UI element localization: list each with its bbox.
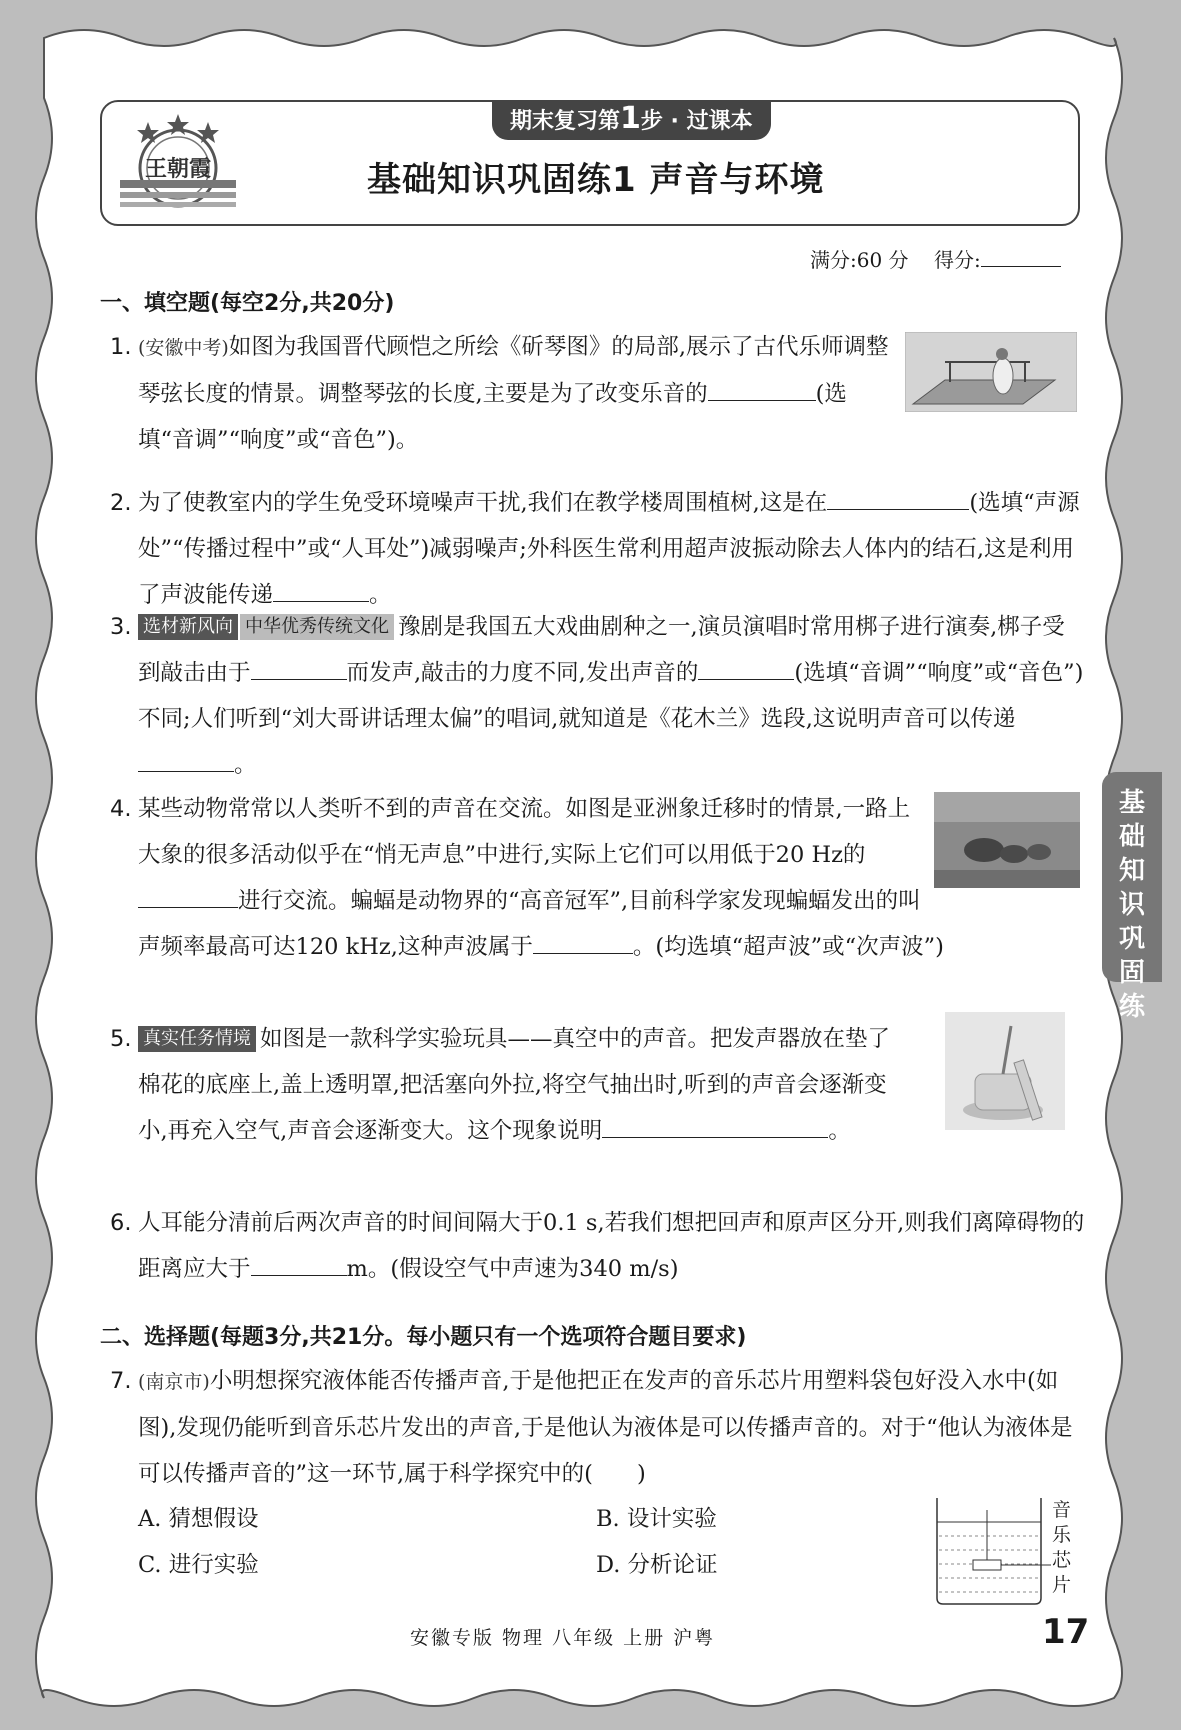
score-label: 得分: (933, 248, 981, 272)
option-b[interactable]: B. 设计实验 (596, 1506, 717, 1532)
answer-blank[interactable] (138, 747, 234, 772)
score-blank[interactable] (981, 245, 1061, 267)
answer-blank[interactable] (708, 376, 816, 401)
figure-label: 音 乐 芯 片 (1052, 1499, 1072, 1596)
question-6: 6. 人耳能分清前后两次声音的时间间隔大于0.1 s,若我们想把回声和原声区分开,则我们离障碍物的距离应大于 m。(假设空气中声速为340 m/s) (110, 1210, 1085, 1282)
section-title: 一、填空题(每空2分,共20分) (100, 291, 395, 316)
tag-label: 真实任务情境 (138, 1026, 256, 1052)
painting-image (905, 332, 1077, 412)
answer-blank[interactable] (251, 655, 347, 680)
answer-blank[interactable] (138, 883, 238, 908)
answer-blank[interactable] (251, 1251, 347, 1276)
question-4: 4. 某些动物常常以人类听不到的声音在交流。如图是亚洲象迁移时的情景,一路上大象的很多活动似乎在“悄无声息”中进行,实际上它们可以用低于20 Hz的进行交流。蝙蝠是动物界的“高音冠军”,目前科学家发现蝙蝠发出的叫声频率最高可达120 kHz,这种声波属于 。(均选填“超声波”或“次声波”) (110, 796, 944, 960)
footer-info: 安徽专版 物理 八年级 上册 沪粤 (410, 1627, 716, 1649)
question-1: 1. (安徽中考)如图为我国晋代顾恺之所绘《斫琴图》的局部,展示了古代乐师调整琴弦长度的情景。调整琴弦的长度,主要是为了改变乐音的 (选填“音调”“响度”或“音色”)。 (110, 334, 889, 453)
answer-blank[interactable] (533, 929, 633, 954)
question-5: 5. 真实任务情境 如图是一款科学实验玩具——真空中的声音。把发声器放在垫了棉花的底座上,盖上透明罩,把活塞向外拉,将空气抽出时,听到的声音会逐渐变小,再充入空气,声音会逐渐变大。这个现象说明 。 (110, 1026, 891, 1144)
question-3: 3. 选材新风向 中华优秀传统文化 豫剧是我国五大戏曲剧种之一,演员演唱时常用梆子进行演奏,梆子受到敲击由于 而发声,敲击的力度不同,发出声音的 (选填“音调”“响度”或“音色”)不同;人们听到“刘大哥讲话理太偏”的唱词,就知道是《花木兰》选段,这说明声音可以传递。 (110, 614, 1084, 778)
side-section-tab: 基 础 知 识 巩 固 练 (1102, 772, 1162, 982)
title-banner (100, 100, 1080, 226)
elephant-photo (934, 792, 1080, 888)
page-title: 基础知识巩固练1 声音与环境 (367, 160, 825, 200)
question-7: 7. (南京市)小明想探究液体能否传播声音,于是他把正在发声的音乐芯片用塑料袋包好没入水中(如图),发现仍能听到音乐芯片发出的声音,于是他认为液体是可以传播声音的。对于“他认为液体是可以传播声音的”这一环节,属于科学探究中的( ) (110, 1368, 1073, 1487)
question-2: 2. 为了使教室内的学生免受环境噪声干扰,我们在教学楼周围植树,这是在 (选填“声源处”“传播过程中”或“人耳处”)减弱噪声;外科医生常利用超声波振动除去人体内的结石,这是利用了声波能传递 。 (110, 480, 1085, 618)
tag-label: 中华优秀传统文化 (240, 614, 394, 640)
answer-blank[interactable] (273, 577, 369, 602)
seal-text: 王朝霞 (144, 156, 212, 182)
answer-blank[interactable] (698, 655, 794, 680)
score-line (810, 244, 1061, 273)
tag-label: 选材新风向 (138, 614, 238, 640)
option-d[interactable]: D. 分析论证 (596, 1552, 718, 1578)
section-title: 二、选择题(每题3分,共21分。每小题只有一个选项符合题目要求) (100, 1325, 747, 1350)
option-c[interactable]: C. 进行实验 (138, 1552, 259, 1578)
publisher-logo (118, 110, 238, 218)
page-number: 17 (1042, 1612, 1090, 1652)
vacuum-toy-photo (945, 1012, 1065, 1130)
water-container-figure (935, 1496, 1075, 1606)
answer-blank[interactable] (827, 485, 969, 510)
option-a[interactable]: A. 猜想假设 (138, 1506, 259, 1532)
answer-blank[interactable] (602, 1113, 828, 1138)
step-tab: 期末复习第1步 · 过课本 (492, 100, 771, 140)
full-score-label: 满分:60 分 (810, 248, 909, 272)
